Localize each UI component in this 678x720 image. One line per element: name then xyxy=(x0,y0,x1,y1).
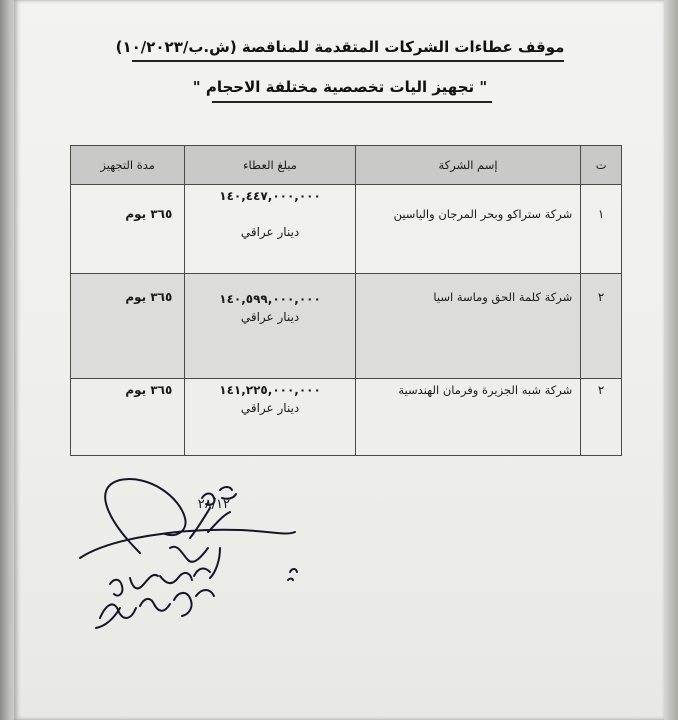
row-amount-cell xyxy=(185,274,355,379)
row-duration: ٣٦٥ يوم xyxy=(71,185,185,274)
row-amount: ١٤١,٢٢٥,٠٠٠,٠٠٠ xyxy=(219,383,321,397)
title-underline xyxy=(132,60,564,62)
table-header-row xyxy=(71,146,622,185)
row-amount: ١٤٠,٤٤٧,٠٠٠,٠٠٠ xyxy=(219,189,321,203)
row-company: شركة شبه الجزيرة وفرمان الهندسية xyxy=(355,379,581,456)
row-currency: دينار عراقي xyxy=(240,401,300,415)
row-seq: ٢ xyxy=(581,274,622,379)
table-row xyxy=(71,185,622,274)
header-amount: مبلغ العطاء xyxy=(185,146,355,185)
row-amount-cell xyxy=(185,185,355,274)
row-amount-cell xyxy=(185,379,355,456)
document-subtitle: " تجهيز اليات تخصصية مختلفة الاحجام " xyxy=(192,78,488,96)
bids-table xyxy=(70,145,622,456)
header-seq: ت xyxy=(581,146,622,185)
row-amount: ١٤٠,٥٩٩,٠٠٠,٠٠٠ xyxy=(219,292,321,306)
row-company: شركة ستراكو وبحر المرجان والياسين xyxy=(355,185,581,274)
row-seq: ٢ xyxy=(581,379,622,456)
row-company: شركة كلمة الحق وماسة اسيا xyxy=(355,274,581,379)
row-seq: ١ xyxy=(581,185,622,274)
row-currency: دينار عراقي xyxy=(240,225,300,239)
signature-date: ٢٨/١٢ xyxy=(197,497,230,512)
document-title: موقف عطاءات الشركات المتقدمة للمناقصة (ش.ب/١٠/٢٠٢٣) xyxy=(115,38,565,56)
header-duration: مدة التجهيز xyxy=(71,146,185,185)
row-duration: ٣٦٥ يوم xyxy=(71,379,185,456)
table-row xyxy=(71,379,622,456)
paper-right-edge xyxy=(664,0,678,720)
row-currency: دينار عراقي xyxy=(240,310,300,324)
subtitle-underline xyxy=(212,101,492,103)
table-row xyxy=(71,274,622,379)
handwritten-signature xyxy=(70,468,310,648)
row-duration: ٣٦٥ يوم xyxy=(71,274,185,379)
header-company: إسم الشركة xyxy=(355,146,581,185)
